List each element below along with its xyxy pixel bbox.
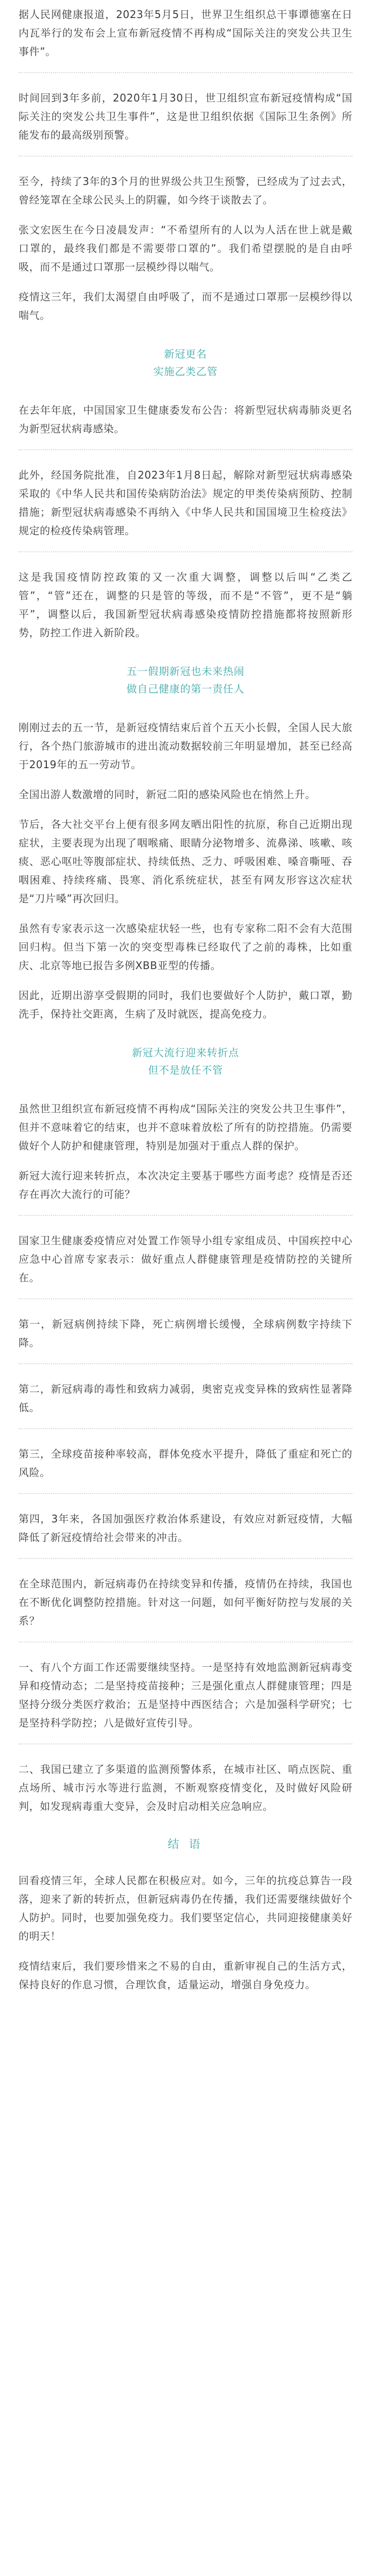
paragraph: 国家卫生健康委疫情应对处置工作领导小组专家组成员、中国疾控中心应急中心首席专家表示：做好重点人群健康管理是疫情防控的关键所在。 [19,1234,352,1284]
paragraph: 全国出游人数激增的同时，新冠二阳的感染风险也在悄然上升。 [19,788,316,801]
paragraph: 虽然有专家表示这一次感染症状轻一些，也有专家称二阳不会有大范围回归构。但当下第一次的突变型毒株已经取代了之前的毒株，比如重庆、北京等地已报告多例XBB亚型的传播。 [19,922,352,972]
divider [19,1363,352,1364]
turning-point-section [19,1099,352,1816]
section-heading-line: 新冠大流行迎来转折点 [132,1046,239,1059]
paragraph: 在全球范围内，新冠病毒仍在持续变异和传播，疫情仍在持续，我国也在不断优化调整防控措施。针对这一问题，如何平衡好防控与发展的关系？ [19,1578,352,1627]
divider [19,156,352,157]
closing-section [19,1871,352,1994]
paragraph: 因此，近期出游享受假期的同时，我们也要做好个人防护，戴口罩，勤洗手，保持社交距离，生病了及时就医，提高免疫力。 [19,989,352,1020]
paragraph: 第二，新冠病毒的毒性和致病力减弱，奥密克戎变异株的致病性显著降低。 [19,1383,352,1414]
section-heading-line: 做自己健康的第一责任人 [126,683,245,695]
paragraph: 至今，持续了3年的3个月的世界级公共卫生预警，已经成为了过去式，曾经笼罩在全球公民头上的阴霾，如今终于谈散去了。 [19,175,352,206]
paragraph: 第四，3年来，各国加强医疗救治体系建设，有效应对新冠疫情，大幅降低了新冠疫情给社会带来的冲击。 [19,1513,352,1544]
paragraph: 回看疫情三年，全球人民都在积极应对。如今，三年的抗疫总算告一段落，迎来了新的转折点，但新冠病毒仍在传播，我们还需要继续做好个人防护。同时，也要加强免疫力。我们要坚定信心，共同迎接健康美好的明天！ [19,1874,352,1942]
divider [19,1428,352,1429]
paragraph: 据人民网健康报道，2023年5月5日，世界卫生组织总干事谭德塞在日内瓦举行的发布会上宣布新冠疫情不再构成“国际关注的突发公共卫生事件”。 [19,8,352,58]
divider [19,1493,352,1494]
section-heading-line: 新冠更名 [164,348,207,360]
closing-heading: 结 语 [167,1838,204,1851]
renaming-section [19,401,352,642]
paragraph: 在去年年底，中国国家卫生健康委发布公告：将新型冠状病毒肺炎更名为新型冠状病毒感染。 [19,404,352,435]
paragraph: 疫情这三年，我们太渴望自由呼吸了，而不是通过口罩那一层模纱得以喘气。 [19,291,352,321]
divider [19,449,352,450]
divider [19,1215,352,1216]
paragraph: 这是我国疫情防控政策的又一次重大调整，调整以后叫“乙类乙管”，“管”还在，调整的只是管的等级，而不是“不管”，更不是“躺平”，调整以后，我国新型冠状病毒感染疫情防控措施都将按照新形势，防控工作进入新阶段。 [19,571,352,639]
divider [19,551,352,552]
paragraph: 刚刚过去的五一节，是新冠疫情结束后首个五天小长假，全国人民大旅行，各个热门旅游城市的进出流动数据较前三年明显增加，甚至已经高于2019年的五一劳动节。 [19,721,352,771]
paragraph: 新冠大流行迎来转折点，本次决定主要基于哪些方面考虑？疫情是否还存在再次大流行的可能？ [19,1170,352,1200]
section-heading-line: 但不是放任不管 [148,1064,223,1076]
intro-section [19,5,352,325]
paragraph: 二、我国已建立了多渠道的监测预警体系，在城市社区、哨点医院、重点场所、城市污水等进行监测，不断观察疫情变化，及时做好风险研判，如发现病毒重大变异，会及时启动相关应急响应。 [19,1763,352,1812]
paragraph: 此外，经国务院批准，自2023年1月8日起，解除对新型冠状病毒感染采取的《中华人民共和国传染病防治法》规定的甲类传染病预防、控制措施；新型冠状病毒感染不再纳入《中华人民共和国国境卫生检疫法》规定的检疫传染病管理。 [19,469,352,537]
divider [19,72,352,73]
section-heading-line: 实施乙类乙管 [153,365,218,378]
paragraph: 虽然世卫组织宣布新冠疫情不再构成“国际关注的突发公共卫生事件”，但并不意味着它的结束，也并不意味着放松了所有的防控措施。仍需要做好个人防护和健康管理，特别是加强对于重点人群的保护。 [19,1103,352,1152]
divider [19,1298,352,1299]
paragraph: 张文宏医生在今日凌晨发声：“不希望所有的人以为人活在世上就是戴口罩的，最终我们都是不需要带口罩的”。我们希望摆脱的是自由呼吸，而不是通过口罩那一层模纱得以喘气。 [19,224,352,273]
paragraph: 疫情结束后，我们要珍惜来之不易的自由，重新审视自己的生活方式，保持良好的作息习惯，合理饮食，适量运动，增强自身免疫力。 [19,1960,352,1991]
paragraph: 第一，新冠病例持续下降，死亡病例增长缓慢，全球病例数字持续下降。 [19,1318,352,1349]
holiday-section [19,718,352,1023]
section-heading [19,345,352,380]
divider [19,1558,352,1559]
paragraph: 时间回到3年多前，2020年1月30日，世卫组织宣布新冠疫情构成“国际关注的突发公共卫生事件”，这是世卫组织依据《国际卫生条例》所能发布的最高级别预警。 [19,92,352,141]
paragraph: 第三，全球疫苗接种率较高，群体免疫水平提升，降低了重症和死亡的风险。 [19,1448,352,1479]
paragraph: 节后，各大社交平台上便有很多网友晒出阳性的抗原，称自己近期出现症状，主要表现为出现了咽喉痛、眼睛分泌物增多、流鼻涕、咳嗽、咳痰、恶心呕吐等腹部症状、持续低热、乏力、呼吸困难、嗓音嘶哑、吞咽困难、持续疼痛、畏寒、消化系统症状，甚至有网友形容这次症状是“刀片嗓”再次回归。 [19,818,352,905]
divider [19,1743,352,1744]
section-heading [19,1044,352,1079]
section-heading [19,663,352,698]
paragraph: 一、有八个方面工作还需要继续坚持。一是坚持有效地监测新冠病毒变异和疫情动态；二是坚持疫苗接种；三是强化重点人群健康管理；四是坚持分级分类医疗救治；五是坚持中西医结合；六是加强科学研究；七是坚持科学防控；八是做好宣传引导。 [19,1661,352,1729]
divider [19,1641,352,1642]
section-heading-line: 五一假期新冠也未来热闹 [126,665,245,677]
